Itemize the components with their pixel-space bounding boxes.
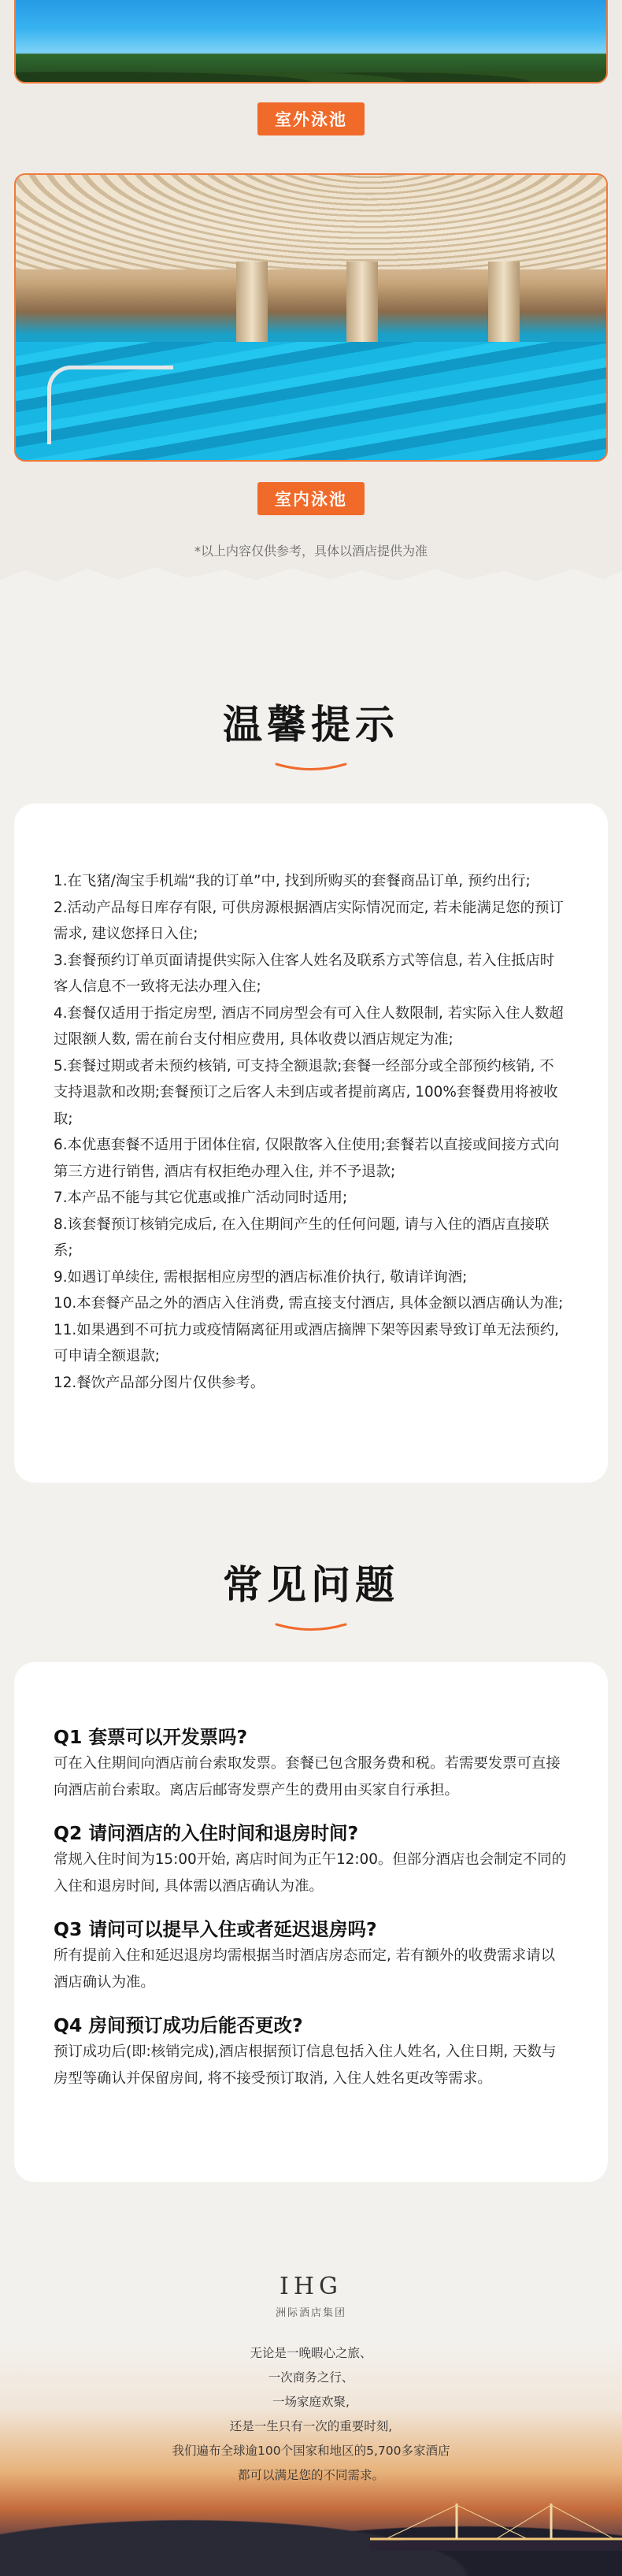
tip-item: 2.活动产品每日库存有限, 可供房源根据酒店实际情况而定, 若未能满足您的预订需求, 建议您择日入住; (54, 899, 564, 942)
tip-item: 6.本优惠套餐不适用于团体住宿, 仅限散客入住使用;套餐若以直接或间接方式向第三方进行销售, 酒店有权拒绝办理入住, 并不予退款; (54, 1137, 560, 1180)
ihg-logo: IHG (280, 2273, 342, 2300)
brand-statement (0, 2341, 622, 2488)
faq-answer: 所有提前入住和延迟退房均需根据当时酒店房态而定, 若有额外的收费需求请以酒店确认为准。 (54, 1947, 555, 1991)
faq-heading-underline (275, 1621, 347, 1632)
tip-item: 8.该套餐预订核销完成后, 在入住期间产生的任何问题, 请与入住的酒店直接联系; (54, 1216, 550, 1259)
faq-heading: 常见问题 (223, 1562, 399, 1608)
bridge-illustration (370, 2496, 622, 2551)
brand-statement-line: 一次商务之行、 (268, 2370, 354, 2385)
tip-item: 11.如果遇到不可抗力或疫情隔离征用或酒店摘牌下架等因素导致订单无法预约, 可申请全额退款; (54, 1321, 559, 1364)
outdoor-pool-caption: 室外泳池 (257, 102, 365, 135)
faq-answer: 常规入住时间为15:00开始, 离店时间为正午12:00。但部分酒店也会制定不同的入住和退房时间, 具体需以酒店确认为准。 (54, 1851, 567, 1895)
tips-heading-underline (275, 761, 347, 772)
faq-question: Q4 房间预订成功后能否更改? (54, 2014, 303, 2036)
tip-item: 10.本套餐产品之外的酒店入住消费, 需直接支付酒店, 具体金额以酒店确认为准; (54, 1295, 564, 1312)
faq-answer: 预订成功后(即:核销完成),酒店根据预订信息包括入住人姓名, 入住日期, 天数与房型等确认并保留房间, 将不接受预订取消, 入住人姓名更改等需求。 (54, 2043, 557, 2087)
pool-handrail (47, 366, 173, 444)
outdoor-pool-photo (14, 0, 608, 84)
faq-answer: 可在入住期间向酒店前台索取发票。套餐已包含服务费和税。若需要发票可直接向酒店前台索取。离店后邮寄发票产生的费用由买家自行承担。 (54, 1755, 561, 1798)
faq-card (14, 1662, 608, 2182)
indoor-pool-photo (14, 173, 608, 462)
tips-heading: 温馨提示 (223, 702, 399, 748)
tips-card (14, 804, 608, 1483)
ihg-logo-subtitle: 洲际酒店集团 (275, 2307, 346, 2319)
faq-question: Q1 套票可以开发票吗? (54, 1726, 248, 1748)
brand-statement-line: 一场家庭欢聚, (272, 2395, 350, 2409)
brand-statement-line: 无论是一晚暇心之旅、 (250, 2346, 372, 2360)
tip-item: 12.餐饮产品部分图片仅供参考。 (54, 1374, 265, 1391)
brand-footer (0, 2206, 622, 2576)
photo-disclaimer: *以上内容仅供参考，具体以酒店提供为准 (194, 544, 428, 559)
brand-statement-line: 都可以满足您的不同需求。 (237, 2468, 384, 2482)
brand-statement-line: 我们遍布全球逾100个国家和地区的5,700多家酒店 (172, 2444, 450, 2458)
brand-statement-line: 还是一生只有一次的重要时刻, (229, 2419, 393, 2433)
ceiling-pattern (16, 175, 606, 269)
tip-item: 1.在飞猪/淘宝手机端“我的订单”中, 找到所购买的套餐商品订单, 预约出行; (54, 873, 531, 889)
indoor-pool-caption: 室内泳池 (257, 482, 365, 515)
tip-item: 4.套餐仅适用于指定房型, 酒店不同房型会有可入住人数限制, 若实际入住人数超过限额人数, 需在前台支付相应费用, 具体收费以酒店规定为准; (54, 1004, 564, 1048)
pool-photo-section (0, 0, 622, 583)
tip-item: 7.本产品不能与其它优惠或推广活动同时适用; (54, 1190, 348, 1206)
tip-item: 9.如遇订单续住, 需根据相应房型的酒店标准价执行, 敬请详询酒; (54, 1268, 468, 1286)
faq-question: Q2 请问酒店的入住时间和退房时间? (54, 1822, 359, 1844)
faq-question: Q3 请问可以提早入住或者延迟退房吗? (54, 1918, 377, 1940)
tip-item: 3.套餐预约订单页面请提供实际入住客人姓名及联系方式等信息, 若入住抵店时客人信息不一致将无法办理入住; (54, 952, 555, 995)
trees-silhouette (16, 58, 606, 82)
tip-item: 5.套餐过期或者未预约核销, 可支持全额退款;套餐一经部分或全部预约核销, 不支持退款和改期;套餐预订之后客人未到店或者提前离店, 100%套餐费用将被收取; (54, 1057, 558, 1127)
